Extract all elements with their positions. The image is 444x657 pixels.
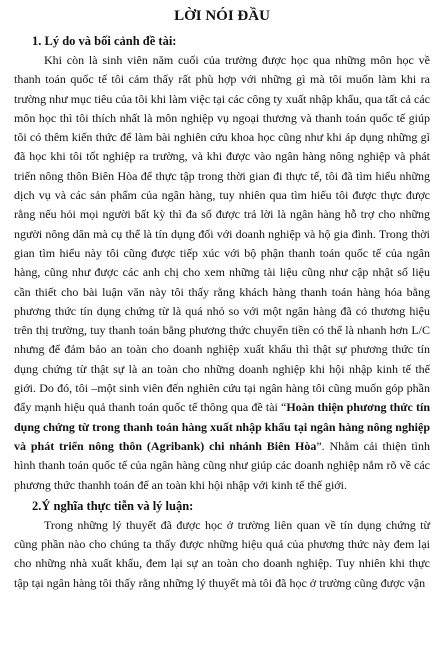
section-1-text-start: Khi còn là sinh viên năm cuối của trường được học qua những môn học về thanh toán quốc tế tôi cảm thấy rất phù hợp với những gì mà tôi muốn làm khi ra trường như mục tiêu của tôi khi làm việc tại các công ty xuất nhập khẩu, qua tất cả các môn học thì tôi thích nhất là môn nghiệp vụ ngoại thương và thanh toán quốc tế giúp tôi có thêm kiến thức để làm bài nghiên cứu khoa học cũng như khi áp dụng những gì đã học khi tôi tốt nghiệp ra trường, và khi được vào ngân hàng nông nghiệp và phát triển nông thôn Biên Hòa để thực tập trong thời gian đi thực tế, tôi đã tìm hiểu những dịch vụ và các sản phẩm của ngân hàng, tuy nhiên qua tìm hiểu tôi được thực được rằng nếu hỏi mọi người bất kỳ thì đa số được trả lời là ngân hàng hỗ trợ cho những người nông dân mà cụ thể là tín dụng đối với doanh nghiệp và hộ gia đình. Trong thời gian tìm hiểu này tôi cũng được tiếp xúc với bộ phận thanh toán quốc tế của ngân hàng, cũng như được các anh chị cho xem những tài liệu cũng như cập nhật số liệu cần thiết cho bài luận văn này tôi thấy rằng khách hàng thanh toán hàng hóa bằng phương thức tín dụng chứng từ là quá nhỏ so với một ngân hàng đã có thương hiệu trên thị trường, tuy thanh toán bằng phương thức chuyển tiền có thể là nhanh hơn L/C nhưng để đảm bảo an toàn cho doanh nghiệp xuất khẩu thì thật sự phương thức tín dụng chứng từ thật sự là an toàn cho những doanh nghiệp khi hội nhập kinh tế thế giới. Do đó, tôi –một sinh viên đến nghiên cứu tại ngân hàng tôi cũng muốn góp phần đẩy mạnh hiệu quả thanh toán quốc tế thông qua đề tài “ [14,53,430,415]
section-2-heading: 2.Ý nghĩa thực tiễn và lý luận: [32,498,194,513]
section-1-paragraph [14,51,430,495]
section-1-text-end: ”. Nhằm cải thiện tình hình thanh toán quốc tế của ngân hàng cũng như giúp các doanh nghiệp nắm rõ về các phương thức thanhh toán để an toàn khi hội nhập với kinh tế thế giới. [14,438,430,492]
thesis-title: Hoàn thiện phương thức tín dụng chứng từ trong thanh toán hàng xuất nhập khẩu tại ngân hàng nông nghiệp và phát triển nông thôn (Agribank) chi nhánh Biên Hòa [14,400,430,453]
section-2-paragraph: Trong những lý thuyết đã được học ở trường liên quan về tín dụng chứng từ cũng phần nào cho chúng ta thấy được những hiệu quả của phương thức này đem lại cho những nhà xuất khẩu, đem lại sự an toàn cho doanh nghiệp. Tuy nhiên khi thực tập tại ngân hàng tôi thấy rằng những lý thuyết mà tôi đã học ở trường cũng được vận [14,517,430,590]
section-1-heading: 1. Lý do và bối cảnh đề tài: [32,34,177,48]
document-title: LỜI NÓI ĐẦU [174,8,270,24]
